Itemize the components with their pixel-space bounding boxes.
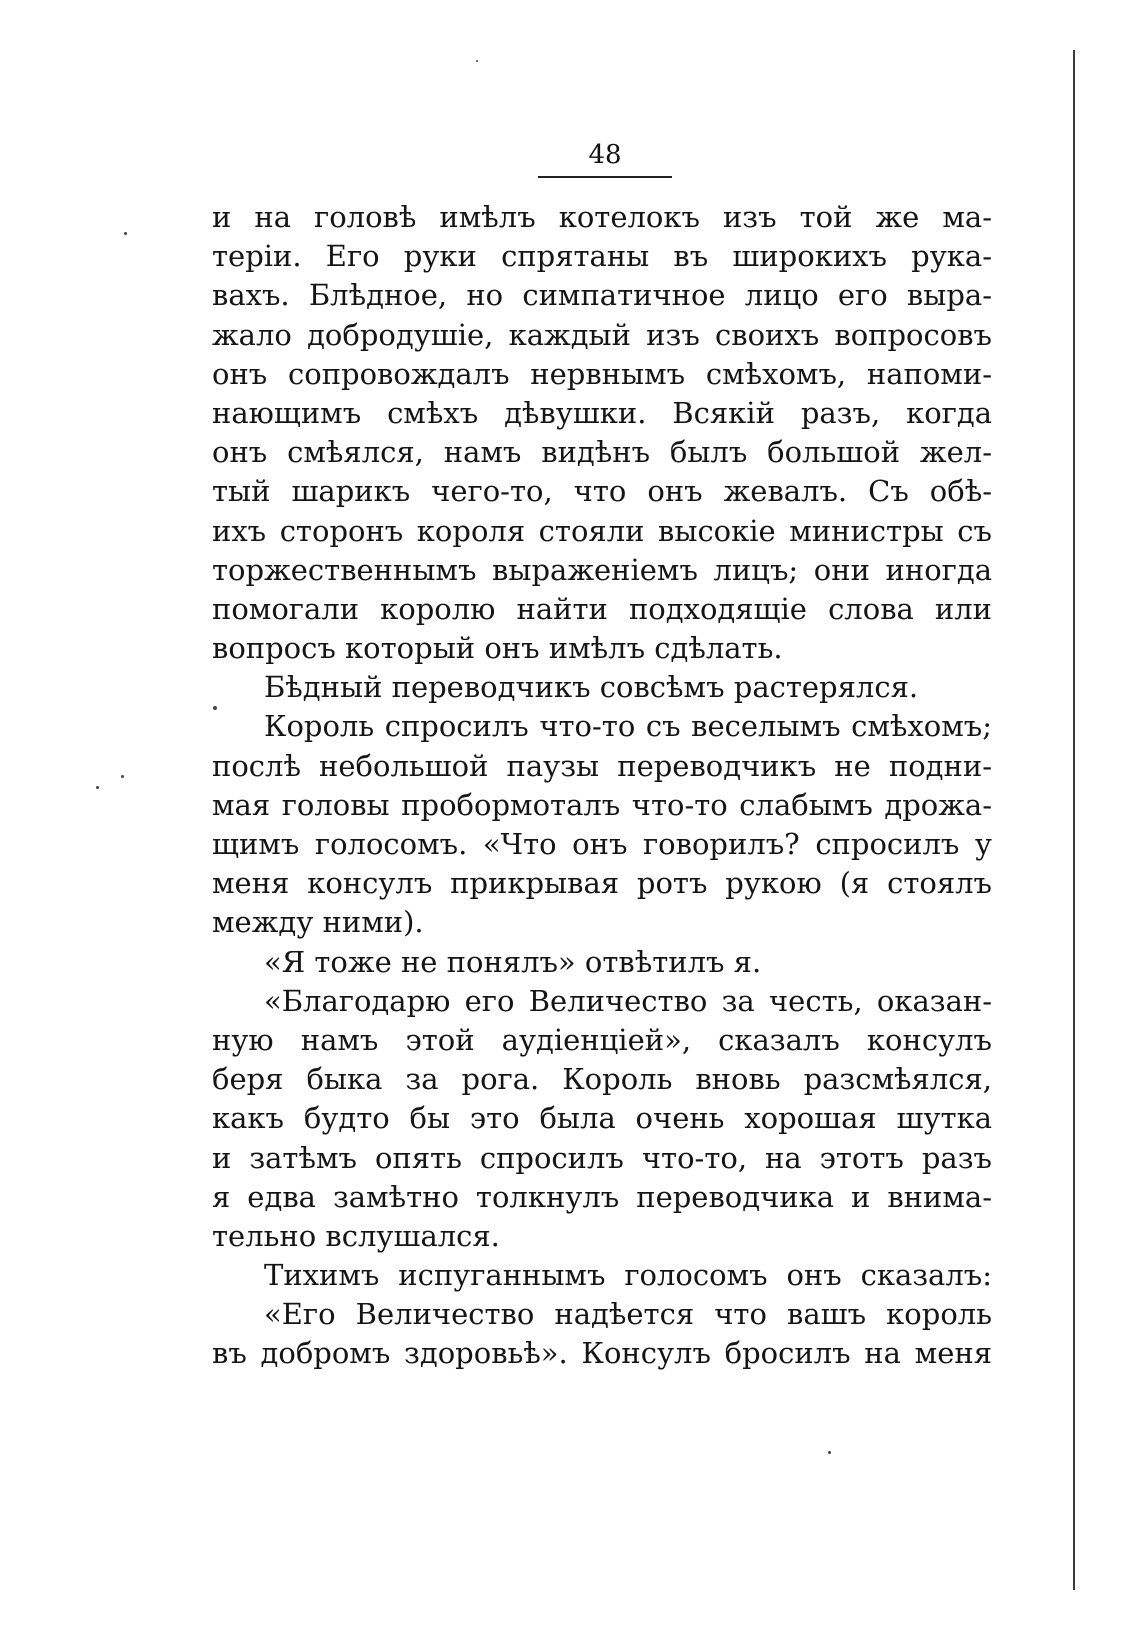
text-line: тельно вслушался. — [212, 1218, 500, 1253]
text-line: и на головѣ имѣлъ котелокъ изъ той же ма- — [212, 200, 992, 234]
text-line: Король спросилъ что-то съ веселымъ смѣхомъ; — [264, 709, 992, 744]
text-line: я едва замѣтно толкнулъ переводчика и внима- — [212, 1179, 992, 1214]
text-line: «Его Величество надѣется что вашъ король — [264, 1297, 992, 1332]
text-line: онъ сопровождалъ нервнымъ смѣхомъ, напоми- — [212, 356, 992, 391]
page-number: 48 — [588, 140, 622, 170]
text-line: щимъ голосомъ. «Что онъ говорилъ? спросилъ у — [212, 827, 992, 861]
body-text — [212, 198, 992, 1374]
text-line: Бѣдный переводчикъ совсѣмъ растерялся. — [264, 670, 919, 705]
text-line: ихъ сторонъ короля стояли высокіе министры съ — [212, 513, 992, 548]
text-line: нающимъ смѣхъ дѣвушки. Всякій разъ, когда — [212, 395, 992, 430]
text-line: вахъ. Блѣдное, но симпатичное лицо его выра- — [212, 278, 992, 313]
text-line: и затѣмъ опять спросилъ что-то, на этотъ разъ — [212, 1140, 992, 1175]
text-line: теріи. Его руки спрятаны въ широкихъ рука- — [212, 239, 992, 274]
text-line: помогали королю найти подходящіе слова или — [212, 591, 992, 626]
text-line: мая головы пробормоталъ что-то слабымъ дрожа- — [212, 787, 992, 822]
text-line: беря быка за рога. Король вновь разсмѣялся, — [212, 1062, 992, 1097]
print-speck — [121, 775, 124, 778]
print-speck — [124, 232, 127, 235]
text-line: торжественнымъ выраженіемъ лицъ; они иногда — [212, 552, 992, 587]
text-line: «Я тоже не понялъ» отвѣтилъ я. — [264, 944, 762, 979]
text-line: какъ будто бы это была очень хорошая шутка — [212, 1101, 992, 1136]
text-line: ную намъ этой аудіенціей», сказалъ консулъ — [212, 1022, 992, 1057]
page-number-rule — [538, 176, 672, 178]
text-line: онъ смѣялся, намъ видѣнъ былъ большой жел- — [212, 435, 992, 470]
text-line: тый шарикъ чего-то, что онъ жевалъ. Съ обѣ- — [212, 474, 992, 509]
text-line: Тихимъ испуганнымъ голосомъ онъ сказалъ: — [264, 1258, 992, 1293]
text-line: меня консулъ прикрывая ротъ рукою (я стоялъ — [212, 866, 992, 901]
page-edge-line — [1073, 50, 1075, 1590]
print-speck — [828, 1451, 831, 1454]
text-line: вопросъ который онъ имѣлъ сдѣлать. — [212, 631, 783, 666]
text-line: «Благодарю его Величество за честь, оказан- — [264, 983, 992, 1018]
print-speck — [213, 706, 217, 710]
text-line: между ними). — [212, 905, 424, 940]
text-line: жало добродушіе, каждый изъ своихъ вопросовъ — [212, 317, 992, 352]
print-speck — [96, 786, 99, 789]
print-speck — [476, 60, 478, 62]
text-line: послѣ небольшой паузы переводчикъ не подни- — [212, 748, 992, 783]
text-line: въ добромъ здоровьѣ». Консулъ бросилъ на меня — [212, 1336, 992, 1371]
